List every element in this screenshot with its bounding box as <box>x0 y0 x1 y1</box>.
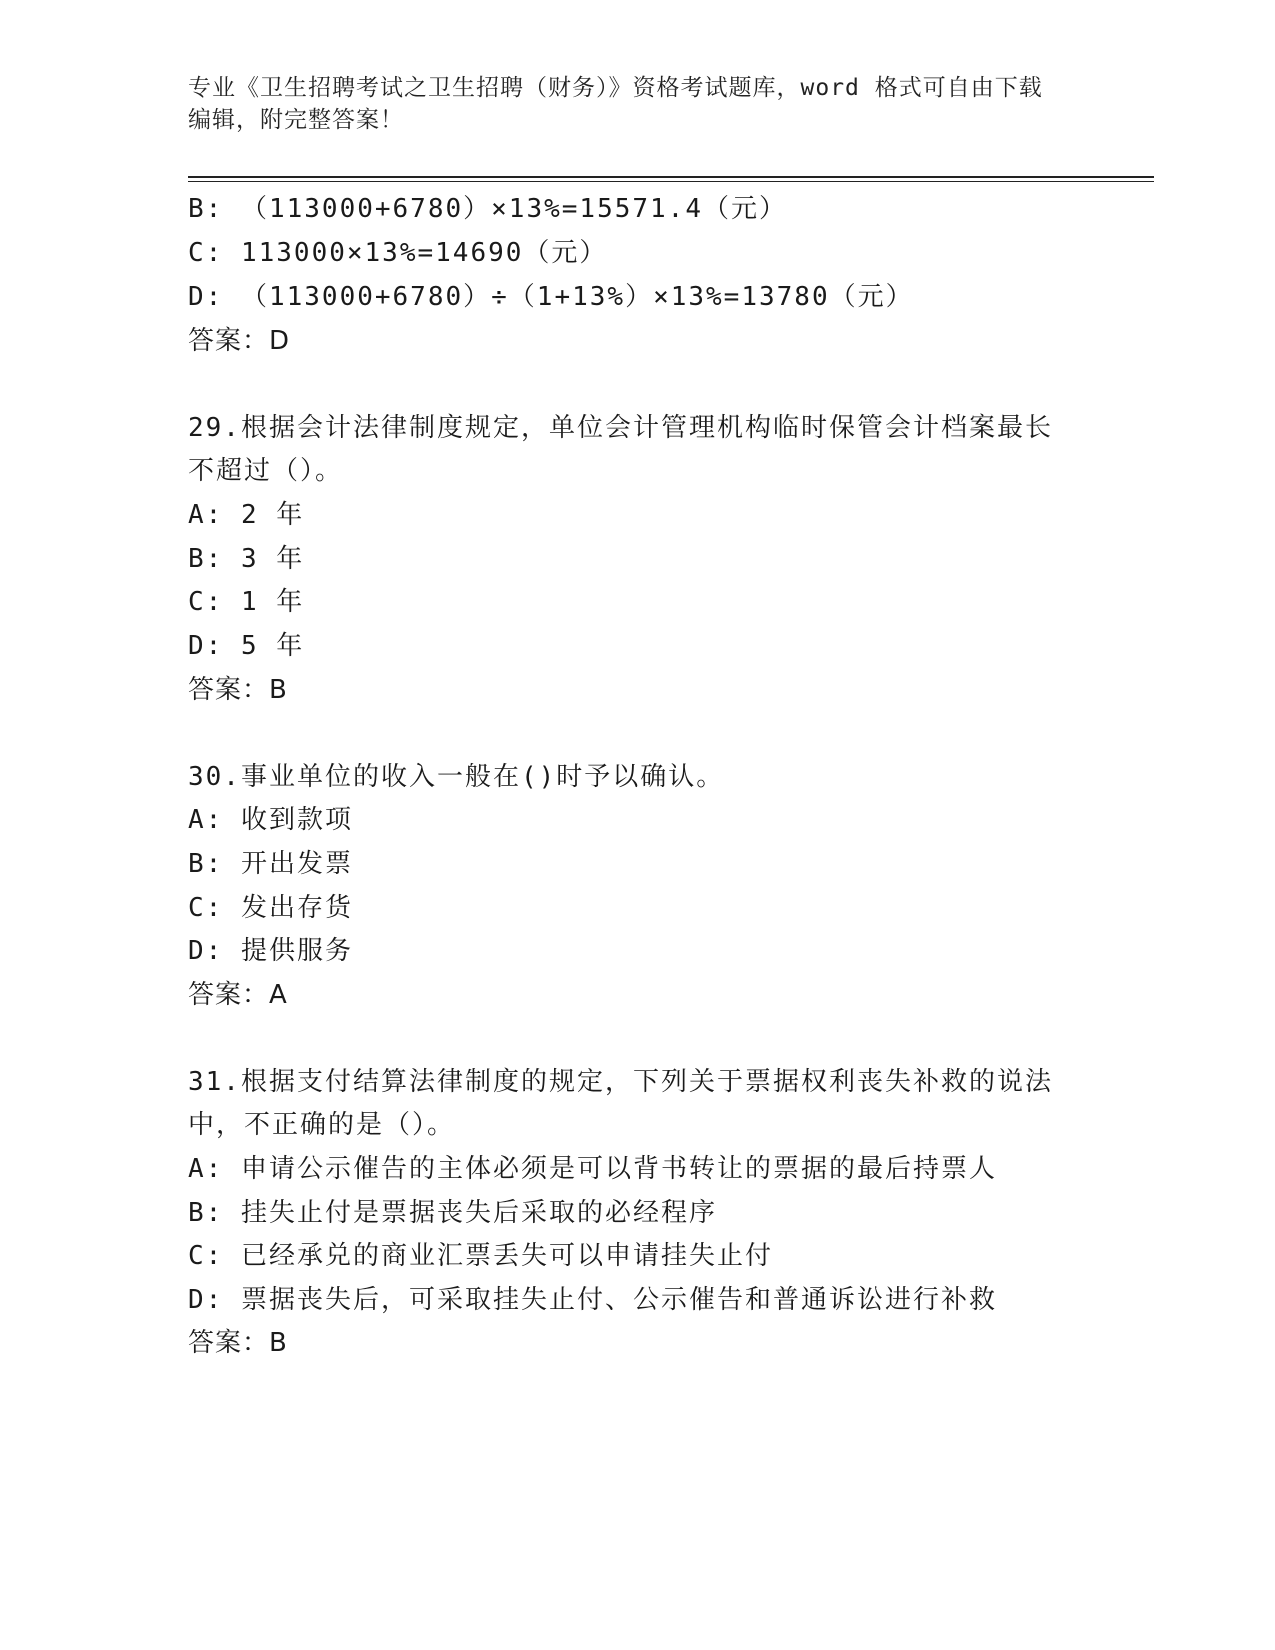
q30-answer: 答案：A <box>188 980 288 1010</box>
q28-option-d: D: （113000+6780）÷（1+13%）×13%=13780（元） <box>188 282 914 312</box>
header-divider <box>188 176 1154 178</box>
q28-option-b: B: （113000+6780）×13%=15571.4（元） <box>188 194 787 224</box>
q31-option-a: A: 申请公示催告的主体必须是可以背书转让的票据的最后持票人 <box>188 1154 997 1184</box>
q29-option-a: A: 2 年 <box>188 500 305 530</box>
q31-stem-line-2: 中，不正确的是（）。 <box>188 1110 456 1140</box>
q29-option-d: D: 5 年 <box>188 631 305 661</box>
q29-option-b: B: 3 年 <box>188 544 305 574</box>
q30-option-b: B: 开出发票 <box>188 849 353 879</box>
q30-stem-line-1: 30.事业单位的收入一般在()时予以确认。 <box>188 762 725 792</box>
q31-option-d: D: 票据丧失后，可采取挂失止付、公示催告和普通诉讼进行补救 <box>188 1285 997 1315</box>
header-divider-thin <box>188 181 1154 182</box>
document-header <box>188 72 1088 136</box>
q29-stem-line-1: 29.根据会计法律制度规定，单位会计管理机构临时保管会计档案最长 <box>188 413 1053 443</box>
q30-option-c: C: 发出存货 <box>188 893 353 923</box>
q31-stem-line-1: 31.根据支付结算法律制度的规定，下列关于票据权利丧失补救的说法 <box>188 1067 1053 1097</box>
q31-option-b: B: 挂失止付是票据丧失后采取的必经程序 <box>188 1198 717 1228</box>
q29-answer: 答案：B <box>188 675 288 705</box>
q30-option-a: A: 收到款项 <box>188 805 353 835</box>
q28-option-c: C: 113000×13%=14690（元） <box>188 238 608 268</box>
q29-option-c: C: 1 年 <box>188 587 305 617</box>
q31-answer: 答案：B <box>188 1328 288 1358</box>
q28-answer: 答案：D <box>188 326 291 356</box>
q29-stem-line-2: 不超过（）。 <box>188 456 344 486</box>
q30-option-d: D: 提供服务 <box>188 936 353 966</box>
header-title-line-2: 编辑，附完整答案！ <box>188 107 404 133</box>
q31-option-c: C: 已经承兑的商业汇票丢失可以申请挂失止付 <box>188 1241 773 1271</box>
header-title-line: 专业《卫生招聘考试之卫生招聘（财务）》资格考试题库，word 格式可自由下载 <box>188 75 1043 101</box>
